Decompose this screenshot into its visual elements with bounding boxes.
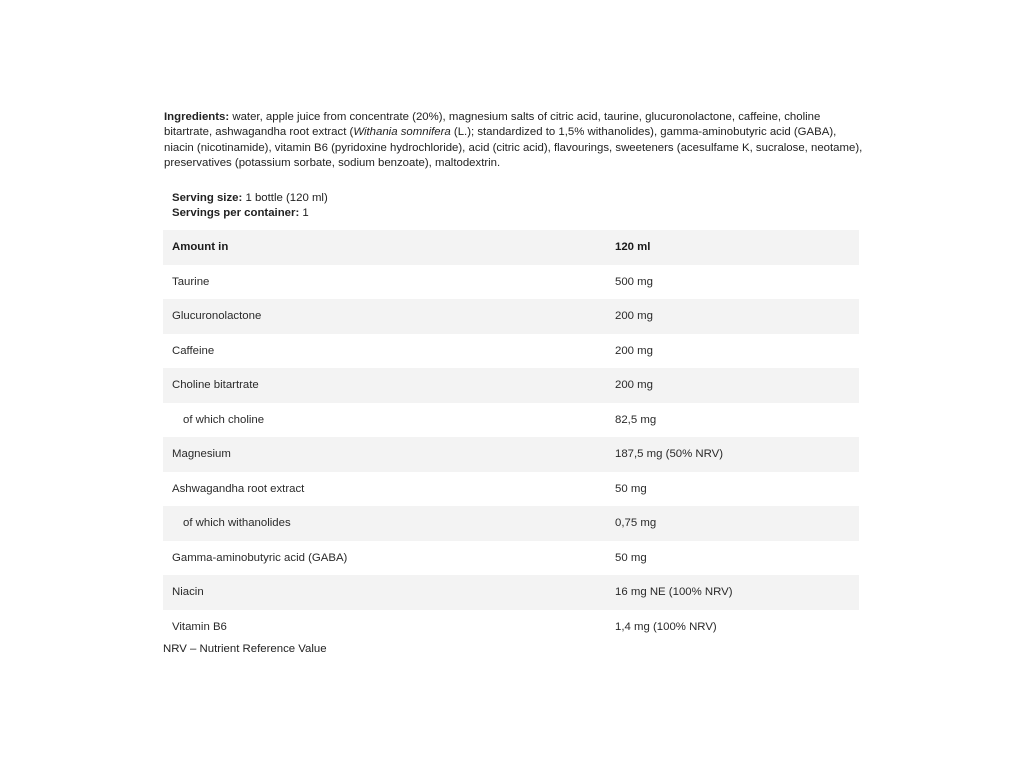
row-value: 200 mg (615, 310, 653, 323)
ingredients-paragraph (164, 110, 864, 171)
ingredients-latin-name: Withania somnifera (353, 126, 451, 139)
table-header-row (163, 230, 859, 265)
table-row (163, 403, 859, 438)
table-row (163, 299, 859, 334)
row-name: Magnesium (172, 448, 231, 461)
servings-per-container-line (172, 206, 328, 221)
table-row (163, 610, 859, 645)
table-row (163, 368, 859, 403)
row-value: 187,5 mg (50% NRV) (615, 448, 724, 461)
header-serving-amount: 120 ml (615, 241, 651, 254)
row-name: Glucuronolactone (172, 310, 262, 323)
serving-info (172, 191, 328, 221)
ingredients-text-part2: (L.); standardized to 1,5% withanolides), gamma-aminobutyric acid (GABA), niacin (nicotinamide), vitamin B6 (pyridoxine hydrochloride), acid (citric acid), flavourings, sweeteners (acesulfame K, sucralose, neotame), preservatives (potassium sorbate, sodium benzoate), maltodextrin. (164, 126, 863, 169)
row-name: of which withanolides (183, 517, 291, 530)
row-value: 82,5 mg (615, 413, 657, 426)
serving-size-value: 1 bottle (120 ml) (242, 192, 328, 204)
serving-size-line (172, 191, 328, 206)
nutrition-table (163, 230, 859, 644)
table-row (163, 472, 859, 507)
row-value: 0,75 mg (615, 517, 657, 530)
row-name: Caffeine (172, 344, 215, 357)
row-value: 200 mg (615, 344, 653, 357)
table-row (163, 437, 859, 472)
table-row (163, 541, 859, 576)
table-row (163, 506, 859, 541)
row-name: Niacin (172, 586, 204, 599)
servings-per-container-label: Servings per container: (172, 207, 300, 219)
row-name: Ashwagandha root extract (172, 482, 305, 495)
table-row (163, 334, 859, 369)
row-name: Vitamin B6 (172, 620, 227, 633)
row-name: Taurine (172, 275, 210, 288)
servings-per-container-value: 1 (299, 207, 309, 219)
row-value: 200 mg (615, 379, 653, 392)
row-value: 50 mg (615, 482, 647, 495)
row-value: 50 mg (615, 551, 647, 564)
table-row (163, 265, 859, 300)
row-value: 16 mg NE (100% NRV) (615, 586, 733, 599)
table-row (163, 575, 859, 610)
ingredients-label: Ingredients: (164, 111, 230, 123)
row-name: Gamma-aminobutyric acid (GABA) (172, 551, 348, 564)
header-amount-in: Amount in (172, 241, 229, 254)
row-value: 500 mg (615, 275, 653, 288)
nrv-footnote: NRV – Nutrient Reference Value (163, 643, 327, 655)
row-name: of which choline (183, 413, 265, 426)
serving-size-label: Serving size: (172, 192, 243, 204)
row-name: Choline bitartrate (172, 379, 259, 392)
row-value: 1,4 mg (100% NRV) (615, 620, 717, 633)
ingredients-text-part1: water, apple juice from concentrate (20%), magnesium salts of citric acid, taurine, glucuronolactone, caffeine, choline bitartrate, ashwagandha root extract ( (164, 111, 821, 139)
